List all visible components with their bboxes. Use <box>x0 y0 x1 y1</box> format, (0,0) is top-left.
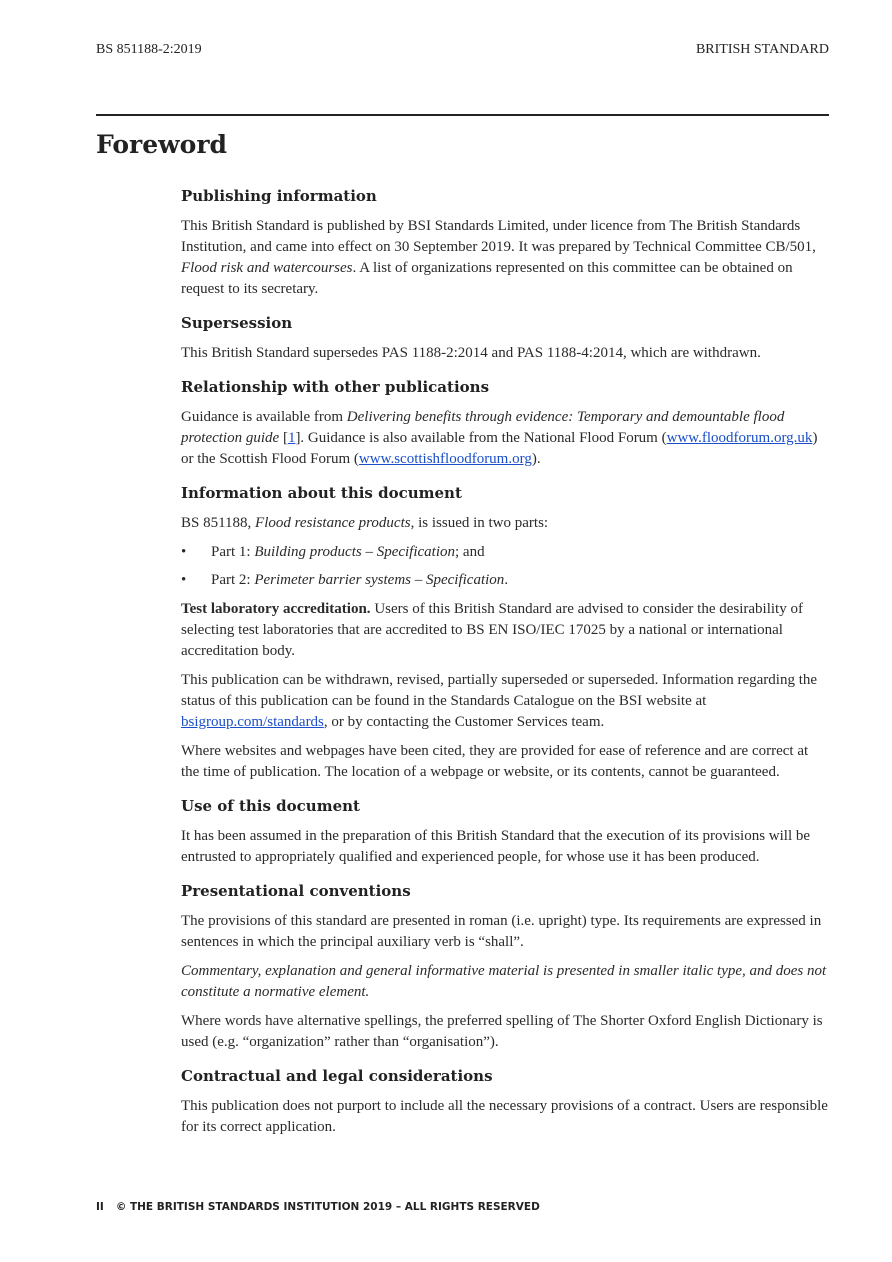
header-rule <box>96 114 829 116</box>
copyright-notice: © THE BRITISH STANDARDS INSTITUTION 2019 – ALL RIGHTS RESERVED <box>115 1201 540 1213</box>
relationship-paragraph <box>181 407 829 470</box>
bsi-standards-link[interactable]: bsigroup.com/standards <box>181 714 324 730</box>
part-prefix: Part 2: <box>211 572 255 588</box>
conventions-spelling: Where words have alternative spellings, the preferred spelling of The Shorter Oxford English Dictionary is used (e.g. “organization” rather than “organisation”). <box>181 1013 823 1050</box>
relationship-text-3: ]. Guidance is also available from the National Flood Forum ( <box>295 430 667 446</box>
accreditation-paragraph <box>181 599 829 662</box>
page-number: II <box>96 1201 104 1213</box>
header-document-type: BRITISH STANDARD <box>695 42 829 57</box>
header-document-id: BS 851188-2:2019 <box>96 42 202 57</box>
part-prefix: Part 1: <box>211 544 255 560</box>
part-title: Building products – Specification <box>254 544 456 560</box>
conventions-paragraph-1: The provisions of this standard are presented in roman (i.e. upright) type. Its requirements are expressed in sentences in which the principal auxiliary verb is “shall”. <box>181 913 822 950</box>
relationship-text-5: ). <box>531 451 541 467</box>
contractual-paragraph: This publication does not purport to include all the necessary provisions of a contract. Users are responsible for its correct application. <box>181 1098 828 1135</box>
parts-list <box>181 542 829 591</box>
series-title: Flood resistance products <box>255 515 411 531</box>
accreditation-text: Users of this British Standard are advised to consider the desirability of selecting test laboratories that are accredited to BS EN ISO/IEC 17025 by a national or international accreditation body. <box>181 601 803 659</box>
relationship-text-1: Guidance is available from <box>181 409 347 425</box>
parts-intro-b: , is issued in two parts: <box>410 515 549 531</box>
heading-supersession: Supersession <box>181 314 293 332</box>
heading-use-of-document: Use of this document <box>181 797 360 815</box>
publishing-paragraph <box>181 216 829 300</box>
accreditation-label: Test laboratory accreditation. <box>181 601 371 617</box>
use-paragraph: It has been assumed in the preparation of this British Standard that the execution of its provisions will be entrusted to appropriately qualified and experienced people, for whose use it has been produced. <box>181 828 811 865</box>
scottish-floodforum-link[interactable]: www.scottishfloodforum.org <box>358 451 532 467</box>
parts-intro <box>181 513 829 534</box>
bullet-icon: • <box>181 544 187 560</box>
parts-intro-a: BS 851188, <box>181 515 256 531</box>
page-footer <box>96 1201 540 1213</box>
part-title: Perimeter barrier systems – Specification <box>254 572 505 588</box>
heading-publishing-information: Publishing information <box>181 187 377 205</box>
reference-link-1[interactable]: 1 <box>287 430 296 446</box>
guide-title: Delivering benefits through evidence: Temporary and demountable flood protection guide <box>181 409 785 446</box>
withdrawal-text-b: , or by contacting the Customer Services team. <box>323 714 605 730</box>
websites-paragraph: Where websites and webpages have been cited, they are provided for ease of reference and are correct at the time of publication. The location of a webpage or website, or its contents, cannot be guaranteed. <box>181 743 809 780</box>
heading-presentational-conventions: Presentational conventions <box>181 882 411 900</box>
withdrawal-paragraph <box>181 670 829 733</box>
foreword-body <box>181 184 829 1146</box>
list-item <box>181 542 829 563</box>
list-item <box>181 570 829 591</box>
page-title: Foreword <box>96 130 227 159</box>
conventions-commentary <box>181 961 829 1003</box>
committee-title: Flood risk and watercourses <box>181 260 353 276</box>
relationship-text-4: ) or the Scottish Flood Forum ( <box>181 430 818 467</box>
supersession-paragraph: This British Standard supersedes PAS 1188-2:2014 and PAS 1188-4:2014, which are withdrawn. <box>181 345 761 361</box>
heading-information-about-document: Information about this document <box>181 484 462 502</box>
part-suffix: ; and <box>455 544 485 560</box>
withdrawal-text-a: This publication can be withdrawn, revised, partially superseded or superseded. Information regarding the status of this publication can be found in the Standards Catalogue on the BSI website at <box>181 672 818 709</box>
part-suffix: . <box>504 572 509 588</box>
publishing-text-a: This British Standard is published by BSI Standards Limited, under licence from The British Standards Institution, and came into effect on 30 September 2019. It was prepared by Technical Committee CB/501, <box>181 218 816 255</box>
heading-contractual-legal: Contractual and legal considerations <box>181 1067 493 1085</box>
bullet-icon: • <box>181 572 187 588</box>
relationship-text-2: [ <box>279 430 288 446</box>
heading-relationship: Relationship with other publications <box>181 378 490 396</box>
publishing-text-b: . A list of organizations represented on this committee can be obtained on request to its secretary. <box>181 260 793 297</box>
commentary-text: Commentary, explanation and general informative material is presented in smaller italic type, and does not constitute a normative element. <box>181 963 827 1000</box>
floodforum-link[interactable]: www.floodforum.org.uk <box>666 430 813 446</box>
